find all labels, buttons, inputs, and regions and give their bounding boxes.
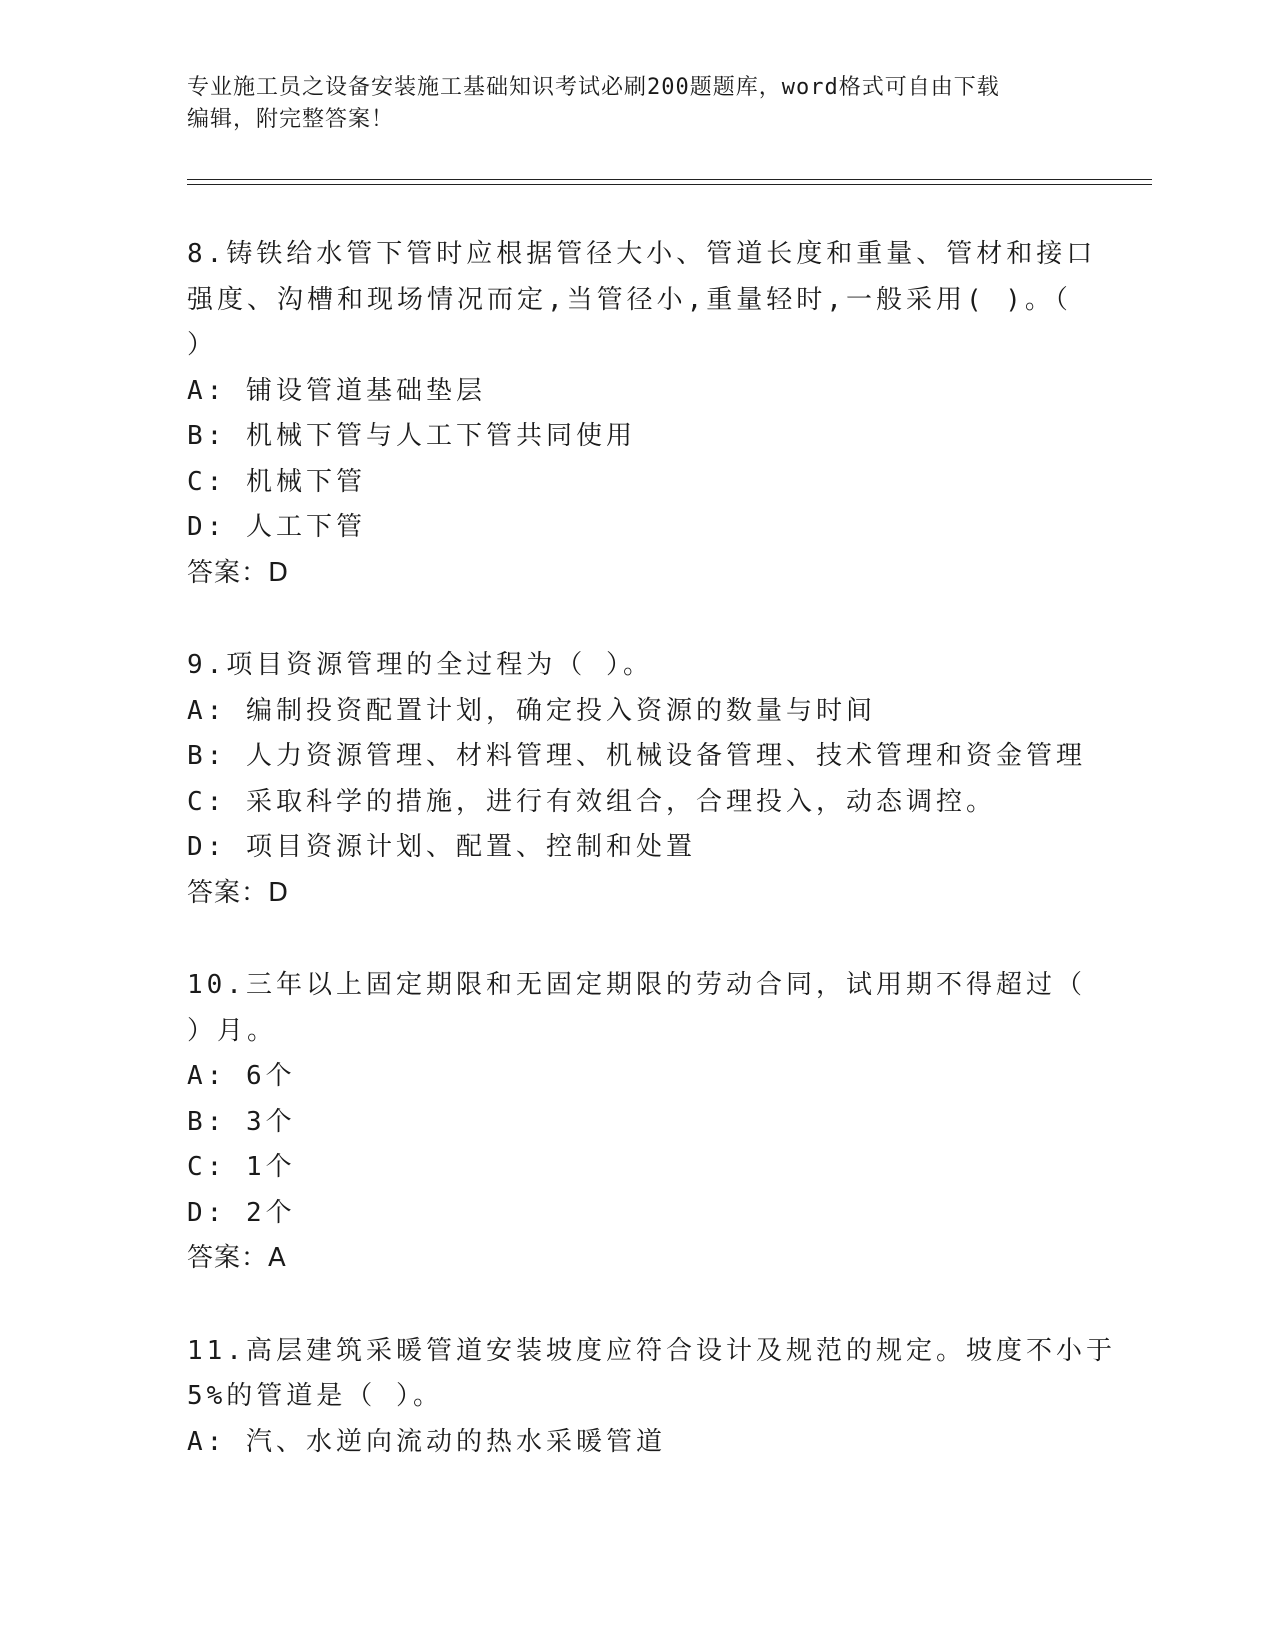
option-b: B: 3个	[187, 1106, 296, 1137]
question-stem-line: 强度、沟槽和现场情况而定,当管径小,重量轻时,一般采用( )。（	[187, 284, 1072, 315]
option-d: D: 2个	[187, 1197, 296, 1228]
option-c: C: 采取科学的措施，进行有效组合，合理投入，动态调控。	[187, 786, 996, 817]
question-8	[187, 232, 1097, 596]
answer-line: 答案：A	[187, 1243, 287, 1273]
option-a: A: 编制投资配置计划，确定投入资源的数量与时间	[187, 695, 876, 726]
option-c: C: 机械下管	[187, 466, 366, 497]
question-stem-line: 9.项目资源管理的全过程为（ ）。	[187, 650, 653, 680]
question-stem-line: ）	[187, 330, 218, 360]
question-stem-line: 8.铸铁给水管下管时应根据管径大小、管道长度和重量、管材和接口	[187, 239, 1097, 269]
question-stem-line: 11.高层建筑采暖管道安装坡度应符合设计及规范的规定。坡度不小于	[187, 1335, 1116, 1366]
option-a: A: 6个	[187, 1061, 296, 1091]
header-divider-bottom	[187, 184, 1152, 185]
answer-line: 答案：D	[187, 877, 290, 908]
option-a: A: 汽、水逆向流动的热水采暖管道	[187, 1426, 666, 1457]
document-header	[187, 72, 1067, 136]
question-10	[187, 963, 1087, 1282]
header-title-line-1: 专业施工员之设备安装施工基础知识考试必刷200题题库，word格式可自由下载	[187, 75, 1000, 100]
question-stem-line: ）月。	[187, 1015, 278, 1046]
header-divider-top	[187, 179, 1152, 180]
option-a: A: 铺设管道基础垫层	[187, 375, 486, 406]
option-c: C: 1个	[187, 1152, 296, 1182]
header-title-line-2: 编辑，附完整答案！	[187, 107, 395, 132]
question-11	[187, 1329, 1116, 1466]
question-9	[187, 643, 1087, 916]
option-d: D: 项目资源计划、配置、控制和处置	[187, 832, 696, 862]
option-b: B: 机械下管与人工下管共同使用	[187, 421, 636, 451]
question-list	[187, 232, 1116, 1512]
answer-line: 答案：D	[187, 557, 290, 588]
question-stem-line: 10.三年以上固定期限和无固定期限的劳动合同，试用期不得超过（	[187, 970, 1086, 1000]
option-d: D: 人工下管	[187, 512, 366, 542]
option-b: B: 人力资源管理、材料管理、机械设备管理、技术管理和资金管理	[187, 741, 1086, 771]
question-stem-line: 5%的管道是（ ）。	[187, 1381, 443, 1411]
